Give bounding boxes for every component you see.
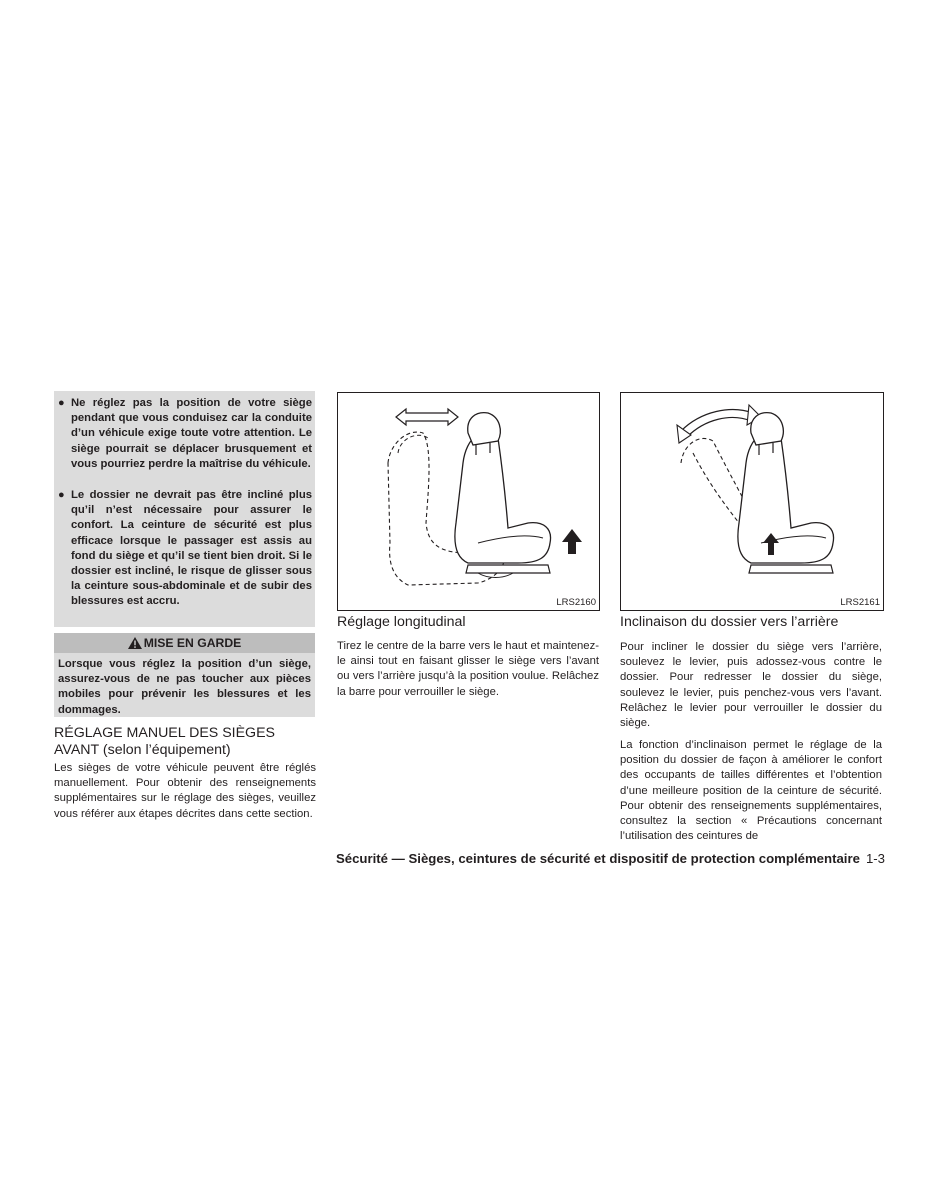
caution-text: Lorsque vous réglez la position d’un siège, assurez-vous de ne pas toucher aux pièces mobiles pour prévenir les blessures et les dommages.: [58, 658, 311, 716]
figure-recline: [620, 392, 884, 611]
seat-recline-illustration: [621, 393, 883, 593]
recline-heading: Inclinaison du dossier vers l’arrière: [620, 614, 839, 630]
recline-body-2: La fonction d’inclinaison permet le réglage de la position du dossier de façon à améliorer le confort des occupants de tailles différentes et l’obtention d’une meilleure position de la ceinture de sécurité. Pour obtenir des renseignements supplémentaires, consultez la section « Précautions concernant l’utilisation des ceintures de: [620, 739, 882, 843]
longitudinal-body: Tirez le centre de la barre vers le haut et maintenez-le ainsi tout en faisant glisser le siège vers l’avant ou vers l’arrière jusqu’à la position voulue. Relâchez la barre pour verrouiller le siège.: [337, 640, 599, 698]
warning-box: [54, 391, 315, 627]
footer-title: Sécurité — Sièges, ceintures de sécurité et dispositif de protection complémentaire: [335, 851, 860, 866]
seat-slide-illustration: [338, 393, 599, 593]
up-arrow-icon: [562, 529, 582, 554]
warning-triangle-icon: [128, 637, 142, 649]
page-footer: [300, 850, 885, 868]
section-body: Les sièges de votre véhicule peuvent être réglés manuellement. Pour obtenir des renseignements supplémentaires sur le réglage des sièges, veuillez vous référer aux étapes décrites dans cette section.: [54, 762, 316, 820]
figure-code: LRS2160: [556, 597, 596, 608]
bullet-icon: ●: [58, 397, 65, 409]
section-title-line1: RÉGLAGE MANUEL DES SIÈGES: [54, 725, 276, 741]
longitudinal-heading: Réglage longitudinal: [337, 614, 466, 630]
figure-code: LRS2161: [840, 597, 880, 608]
bullet-icon: ●: [58, 489, 65, 501]
curved-double-arrow-icon: [677, 405, 761, 443]
recline-body-1: Pour incliner le dossier du siège vers l’arrière, soulevez le levier, puis adossez-vous contre le dossier. Pour redresser le dossier du siège, soulevez le levier, puis penchez-vous vers l’avant. Relâchez le levier pour verrouiller le dossier du siège.: [620, 641, 882, 730]
warning-item: [58, 396, 312, 472]
warning-item: [58, 488, 312, 610]
caution-body: [54, 653, 315, 717]
double-arrow-icon: [396, 409, 458, 425]
caution-heading-text: MISE EN GARDE: [143, 636, 242, 650]
caution-heading: [54, 633, 315, 653]
warning-text: Ne réglez pas la position de votre siège pendant que vous conduisez car la conduite d’un véhicule exige toute votre attention. Le siège pourrait se déplacer brusquement et vous pourriez perdre la maîtrise du véhicule.: [71, 397, 312, 470]
figure-longitudinal: [337, 392, 600, 611]
section-title-line2: AVANT (selon l’équipement): [54, 742, 231, 758]
warning-text: Le dossier ne devrait pas être incliné plus qu’il n’est nécessaire pour assurer le confort. La ceinture de sécurité est plus efficace lorsque le passager est assis au fond du siège et qu’il se tient bien droit. Si le dossier est incliné, le risque de glisser sous la ceinture sous-abdominale et de subir des blessures est accru.: [71, 489, 312, 608]
page-number: 1-3: [865, 851, 885, 866]
